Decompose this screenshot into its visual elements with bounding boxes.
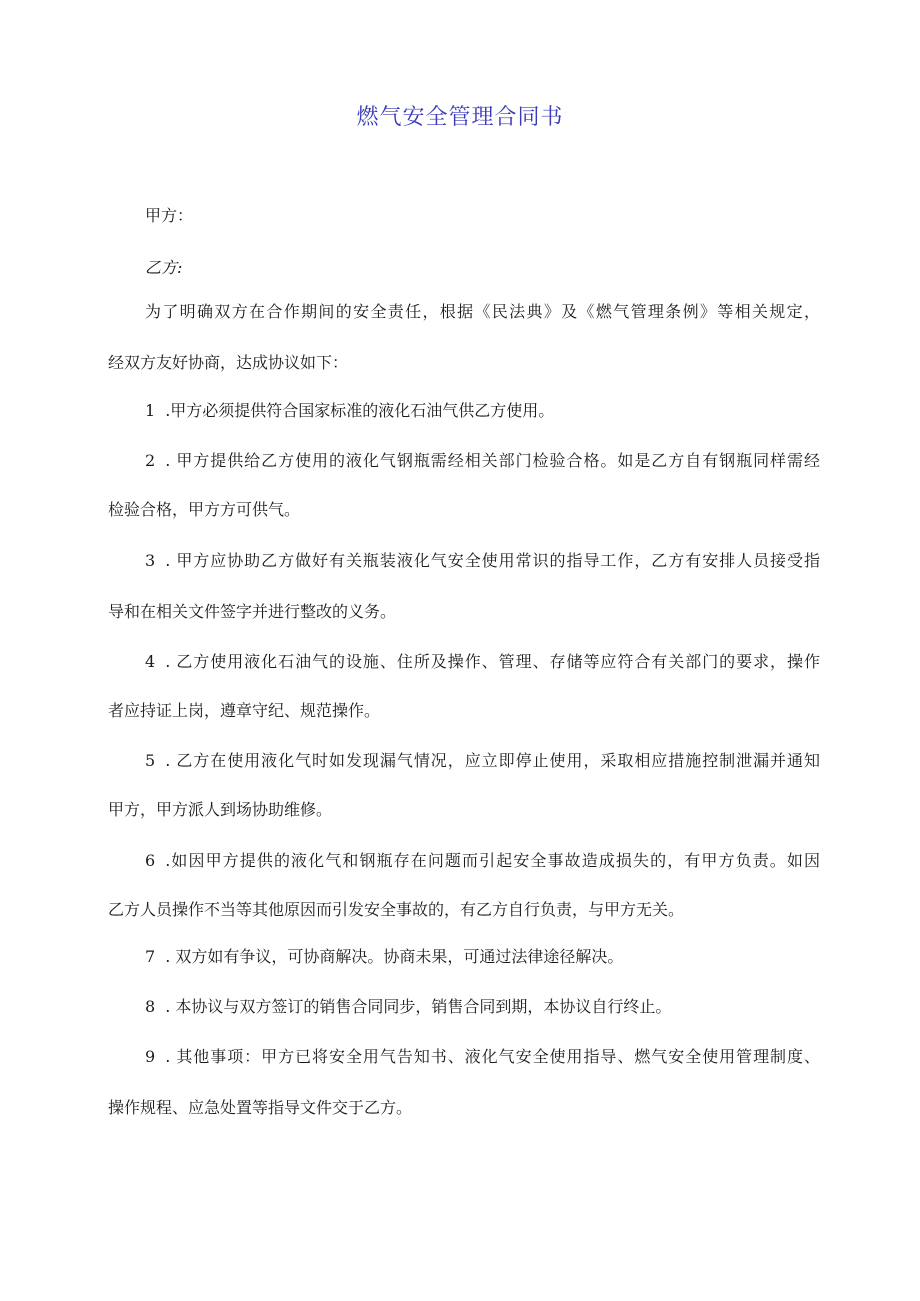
clause-1 bbox=[145, 400, 554, 422]
clause-3 bbox=[145, 550, 820, 572]
clause-9 bbox=[145, 1046, 820, 1068]
clause-number: 3 bbox=[145, 551, 156, 570]
clause-number: 8 bbox=[145, 997, 156, 1016]
clause-number: 6 bbox=[145, 851, 156, 870]
clause-number: 2 bbox=[145, 451, 156, 470]
intro-line-1: 为了明确双方在合作期间的安全责任，根据《民法典》及《燃气管理条例》等相关规定， bbox=[145, 302, 820, 321]
clause-5 bbox=[145, 750, 820, 772]
clause-2 bbox=[145, 450, 820, 472]
clause-number: 9 bbox=[145, 1047, 156, 1066]
clause-5-continuation: 甲方，甲方派人到场协助维修。 bbox=[108, 800, 333, 819]
clause-3-continuation: 导和在相关文件签字并进行整改的义务。 bbox=[108, 602, 397, 621]
clause-text: . 甲方提供给乙方使用的液化气钢瓶需经相关部门检验合格。如是乙方自有钢瓶同样需经 bbox=[165, 451, 820, 470]
clause-6 bbox=[145, 850, 820, 872]
clause-9-continuation: 操作规程、应急处置等指导文件交于乙方。 bbox=[108, 1098, 413, 1117]
clause-text: . 双方如有争议，可协商解决。协商未果，可通过法律途径解决。 bbox=[165, 947, 624, 966]
party-b-label: 乙方: bbox=[145, 258, 183, 277]
clause-text: . 其他事项：甲方已将安全用气告知书、液化气安全使用指导、燃气安全使用管理制度、 bbox=[165, 1047, 820, 1066]
clause-2-continuation: 检验合格，甲方方可供气。 bbox=[108, 500, 301, 519]
clause-number: 1 bbox=[145, 401, 156, 420]
clause-text: . 乙方在使用液化气时如发现漏气情况，应立即停止使用，采取相应措施控制泄漏并通知 bbox=[165, 751, 820, 770]
clause-number: 4 bbox=[145, 652, 156, 671]
clause-text: . 乙方使用液化石油气的设施、住所及操作、管理、存储等应符合有关部门的要求，操作 bbox=[165, 652, 820, 671]
clause-4-continuation: 者应持证上岗，遵章守纪、规范操作。 bbox=[108, 701, 381, 720]
clause-4 bbox=[145, 651, 820, 673]
clause-number: 7 bbox=[145, 947, 156, 966]
intro-line-2: 经双方友好协商，达成协议如下： bbox=[108, 353, 349, 372]
document-title: 燃气安全管理合同书 bbox=[356, 105, 564, 130]
clause-8 bbox=[145, 996, 671, 1018]
clause-text: .如因甲方提供的液化气和钢瓶存在问题而引起安全事故造成损失的，有甲方负责。如因 bbox=[165, 851, 820, 870]
clause-text: .甲方必须提供符合国家标准的液化石油气供乙方使用。 bbox=[165, 401, 555, 420]
party-a-label: 甲方： bbox=[145, 206, 194, 225]
clause-text: . 甲方应协助乙方做好有关瓶装液化气安全使用常识的指导工作，乙方有安排人员接受指 bbox=[165, 551, 820, 570]
clause-number: 5 bbox=[145, 751, 156, 770]
clause-6-continuation: 乙方人员操作不当等其他原因而引发安全事故的，有乙方自行负责，与甲方无关。 bbox=[108, 900, 685, 919]
clause-7 bbox=[145, 946, 623, 968]
clause-text: . 本协议与双方签订的销售合同同步，销售合同到期，本协议自行终止。 bbox=[165, 997, 672, 1016]
